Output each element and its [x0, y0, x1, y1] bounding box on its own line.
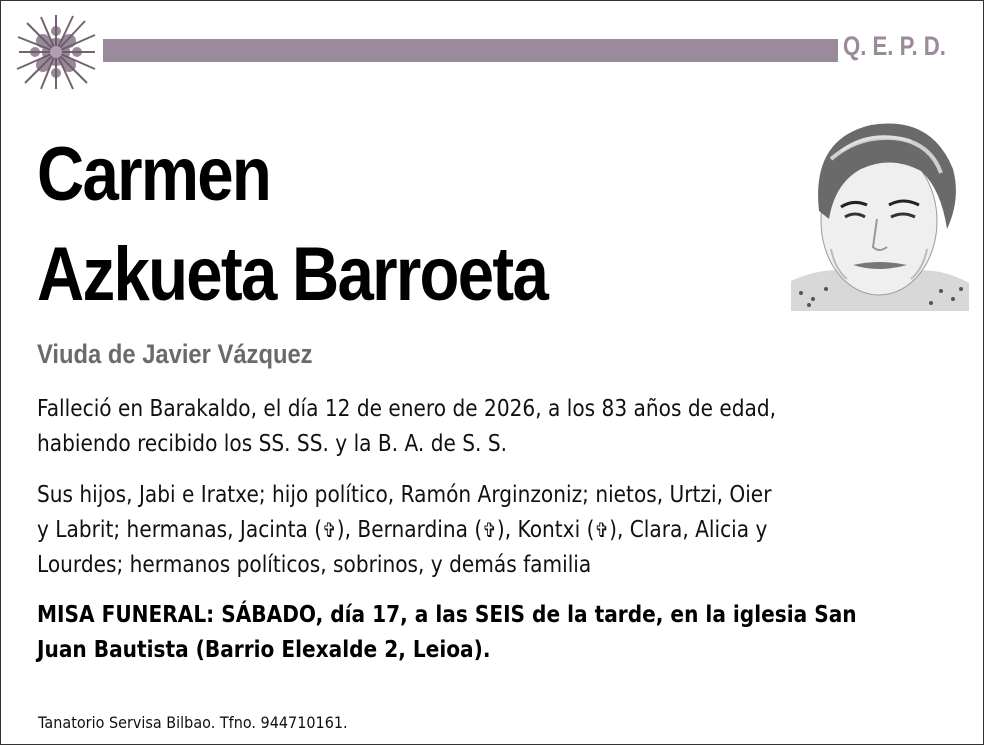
funeral-line: MISA FUNERAL: SÁBADO, día 17, a las SEIS de la tarde, en la iglesia San — [37, 602, 857, 628]
funeral-mass-paragraph — [37, 598, 930, 668]
header-bar — [103, 39, 838, 62]
cross-icon: ✞ — [594, 518, 610, 542]
family-line: Sus hijos, Jabi e Iratxe; hijo político, Ramón Arginzoniz; nietos, Urtzi, Oier — [37, 482, 772, 508]
widow-of-subtitle: Viuda de Javier Vázquez — [37, 339, 313, 369]
family-text: ), Clara, Alicia y — [609, 517, 768, 543]
portrait-photo — [791, 99, 969, 311]
funeral-line: Juan Bautista (Barrio Elexalde 2, Leioa). — [37, 637, 491, 663]
funeral-home-footer: Tanatorio Servisa Bilbao. Tfno. 944710161. — [38, 713, 348, 732]
family-line: Lourdes; hermanos políticos, sobrinos, y demás familia — [37, 552, 592, 578]
deceased-surnames: Azkueta Barroeta — [37, 232, 548, 317]
flower-ornament-icon — [13, 11, 99, 93]
deceased-first-name: Carmen — [37, 132, 271, 217]
family-paragraph — [37, 478, 930, 583]
cross-icon: ✞ — [482, 518, 497, 542]
family-line — [37, 513, 930, 548]
death-notice-line: Falleció en Barakaldo, el día 12 de enero de 2026, a los 83 años de edad, — [37, 396, 777, 422]
family-text: y Labrit; hermanas, Jacinta ( — [37, 517, 323, 543]
cross-icon: ✞ — [322, 518, 337, 542]
death-notice-line: habiendo recibido los SS. SS. y la B. A. de S. S. — [37, 431, 508, 457]
death-notice-paragraph — [37, 392, 930, 462]
qepd-label: Q. E. P. D. — [843, 31, 946, 61]
family-text: ), Kontxi ( — [496, 517, 595, 543]
family-text: ), Bernardina ( — [336, 517, 483, 543]
